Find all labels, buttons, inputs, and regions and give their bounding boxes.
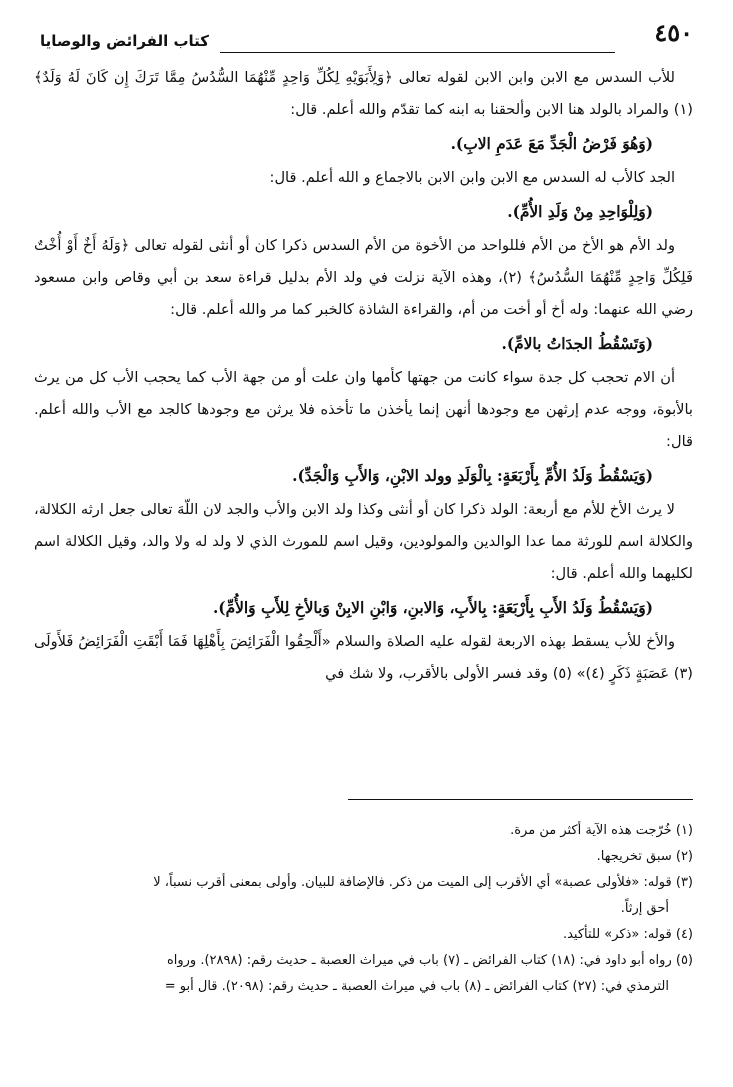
paragraph: ولد الأم هو الأخ من الأم فللواحد من الأخوة من الأم السدس ذكرا كان أو أنثى لقوله تعالى ﴿وَلَهُ أَخٌ أَوْ أُخْتٌ فَلِكُلِّ وَاحِدٍ مِّنْهُمَا السُّدُسُ﴾ (٢)، وهذه الآية نزلت في ولد الأم بدليل قراءة سعد بن أبي وقاص وابن مسعود رضي الله عنهما: وله أخ أو أخت من أم، والقراءة الشاذة كالخبر كما مر والله أعلم. قال:	[34, 237, 693, 318]
footnote-continuation: أحق إرثاً.	[620, 901, 669, 916]
footnotes	[34, 818, 693, 1000]
matn-heading: (وَيَسْقُطُ وَلَدُ الأُمِّ بِأَرْبَعَةٍ: بِالْوَلَدِ وولد الابْنِ، وَالأَبِ وَالْجَدِّ).	[292, 467, 653, 485]
header-rule	[220, 52, 615, 53]
paragraph: الجد كالأب له السدس مع الابن وابن الابن بالاجماع و الله أعلم. قال:	[269, 169, 675, 186]
footnote-continuation: الترمذي في: (٢٧) كتاب الفرائض ـ (٨) باب في ميراث العصبة ـ حديث رقم: (٢٠٩٨). قال أبو =	[164, 979, 669, 994]
paragraph: والأخ للأب يسقط بهذه الاربعة لقوله عليه الصلاة والسلام «أَلْحِقُوا الْفَرَائِضَ بِأَهْلِهَا فَمَا أَبْقَتِ الْفَرَائِضُ فَلأَولَى (٣) عَصَبَةٍ ذَكَرٍ (٤)» (٥) وقد فسر الأولى بالأقرب، ولا شك في	[34, 633, 693, 682]
page-number: ٤٥٠	[654, 18, 693, 47]
footnote: (٢) سبق تخريجها.	[596, 849, 693, 864]
footnote-divider	[348, 799, 693, 800]
footnote: (٤) قوله: «ذكر» للتأكيد.	[562, 927, 693, 942]
book-title: كتاب الفرائض والوصايا	[40, 32, 210, 50]
footnote: (١) خُرّجت هذه الآية أكثر من مرة.	[510, 823, 693, 838]
footnote: (٣) قوله: «فلأولى عصبة» أي الأقرب إلى الميت من ذكر. فالإضافة للبيان. وأولى بمعنى أقرب نسباً، لا	[153, 875, 693, 890]
main-text	[34, 62, 693, 690]
page-header	[40, 18, 693, 52]
matn-heading: (وَتَسْقُطُ الجدَاتُ بالامِّ).	[501, 335, 653, 353]
matn-heading: (وَهُوَ فَرْضُ الْجَدِّ مَعَ عَدَمِ الابِ).	[450, 135, 653, 153]
paragraph: أن الام تحجب كل جدة سواء كانت من جهتها كأمها وان علت أو من جهة الأب كما يحجب الأب كل من يرث بالأبوة، ووجه عدم إرثهن مع وجودها أنهن إنما يأخذن ما تأخذه فلا يرثن مع وجودها كالجد مع الأب والله أعلم. قال:	[34, 369, 693, 450]
matn-heading: (وَلِلْوَاحِدِ مِنْ وَلَدِ الأُمِّ).	[507, 203, 653, 221]
paragraph: لا يرث الأخ للأم مع أربعة: الولد ذكرا كان أو أنثى وكذا ولد الابن والأب والجد لان اللّهَ تعالى جعل ارثه الكلالة، والكلالة اسم للورثة مما عدا الوالدين والمولودين، وقيل اسم للمورث الذي لا ولد له ولا والد، وقيل الكلالة اسم لكليهما والله أعلم. قال:	[34, 501, 693, 582]
paragraph: للأب السدس مع الابن وابن الابن لقوله تعالى ﴿وَلِأَبَوَيْهِ لِكُلِّ وَاحِدٍ مِّنْهُمَا السُّدُسُ مِمَّا تَرَكَ إِن كَانَ لَهُ وَلَدٌ﴾ (١) والمراد بالولد هنا الابن وألحقنا به ابنه كما تقدّم والله أعلم. قال:	[34, 69, 693, 118]
matn-heading: (وَيَسْقُطُ وَلَدُ الأَبِ بِأَرْبَعَةٍ: بِالأَبِ، وَالابنِ، وَابْنِ الابِنْ وَبالأخِ لِلأَبِ وَالأُمِّ).	[212, 599, 653, 617]
footnote: (٥) رواه أبو داود في: (١٨) كتاب الفرائض ـ (٧) باب في ميراث العصبة ـ حديث رقم: (٢٨٩٨). ورواه	[166, 953, 693, 968]
